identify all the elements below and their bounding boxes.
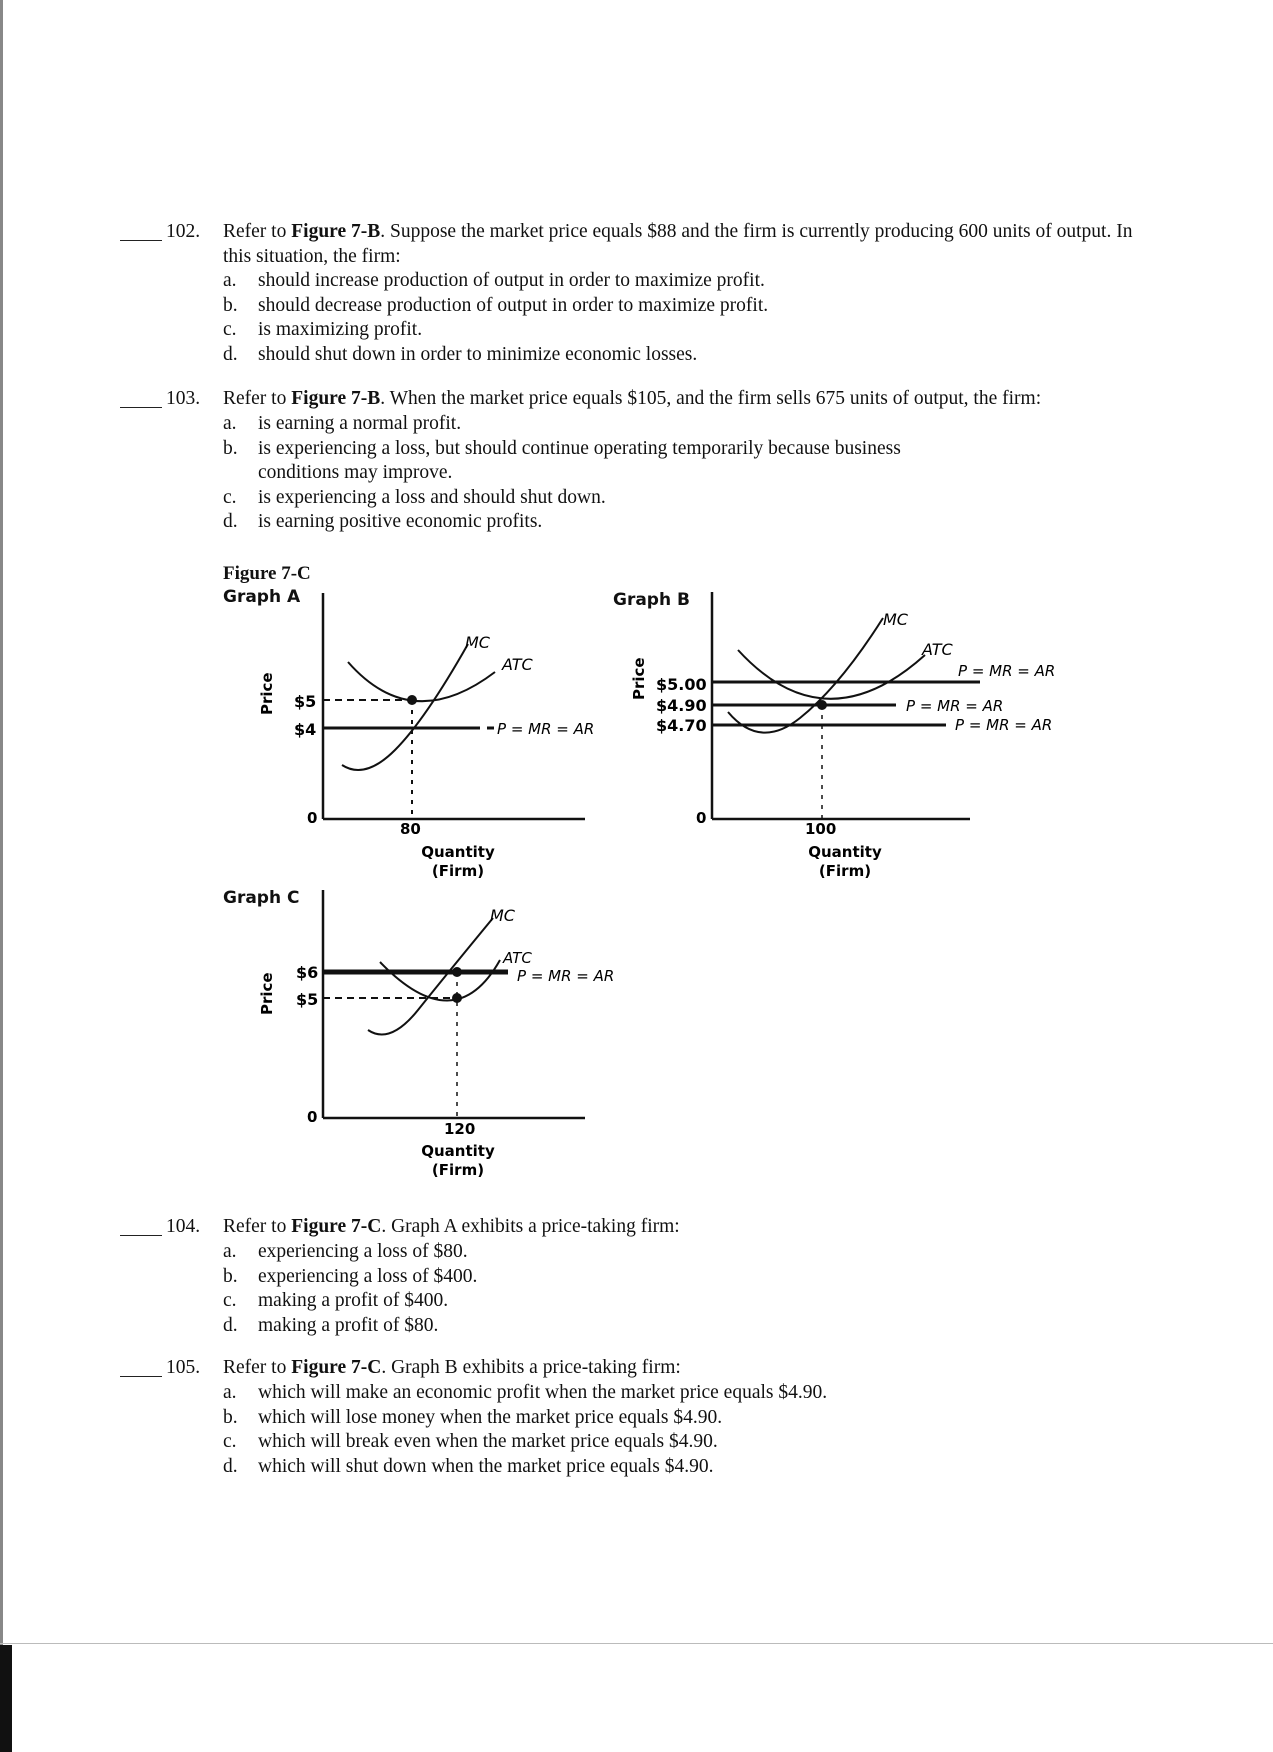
question-stem: Refer to Figure 7-B. When the market price equals $105, and the firm sells 675 units of output, the firm: <box>223 388 1042 409</box>
atc-label: ATC <box>922 640 953 659</box>
choice: b. should decrease production of output in order to maximize profit. <box>223 294 769 316</box>
price-tick: $5 <box>294 692 317 711</box>
intersection-point <box>452 993 462 1003</box>
price-line-label: P = MR = AR <box>958 662 1056 680</box>
origin-label: 0 <box>307 1108 318 1126</box>
price-line-label: P = MR = AR <box>517 967 615 985</box>
mc-label: MC <box>490 906 515 925</box>
origin-label: 0 <box>307 809 318 827</box>
mc-curve <box>342 644 468 770</box>
y-axis-label: Price <box>258 672 276 715</box>
question-stem: Refer to Figure 7-C. Graph B exhibits a price-taking firm: <box>223 1357 681 1378</box>
atc-curve <box>348 662 495 701</box>
intersection-point <box>407 695 417 705</box>
mc-curve <box>728 618 883 733</box>
mc-curve <box>368 918 493 1035</box>
y-axis-label: Price <box>258 972 276 1015</box>
choice: d. is earning positive economic profits. <box>223 511 543 532</box>
choice: d. making a profit of $80. <box>223 1314 439 1336</box>
graph-a <box>258 593 594 880</box>
choice: c. making a profit of $400. <box>223 1290 449 1311</box>
choice: c. is experiencing a loss and should shut down. <box>223 486 606 508</box>
figure-ref: Figure 7-B <box>291 388 381 409</box>
price-tick: $4 <box>294 720 317 739</box>
question-number: 104. <box>166 1216 201 1237</box>
figure-ref: Figure 7-C <box>291 1357 382 1378</box>
intersection-point <box>817 700 827 710</box>
quantity-tick: 120 <box>444 1120 476 1138</box>
x-axis-label: (Firm) <box>431 862 485 880</box>
figure-ref: Figure 7-C <box>291 1216 382 1237</box>
choice-list <box>223 1381 1038 1479</box>
price-tick: $5.00 <box>656 675 707 694</box>
atc-label: ATC <box>503 949 532 967</box>
choice: a. which will make an economic profit when the market price equals $4.90. <box>223 1382 828 1403</box>
graph-c <box>258 890 614 1179</box>
choice: b. experiencing a loss of $400. <box>223 1265 478 1287</box>
intersection-point <box>452 967 462 977</box>
atc-curve <box>738 650 925 699</box>
question-stem: Refer to Figure 7-C. Graph A exhibits a price-taking firm: <box>223 1216 680 1237</box>
choice: c. which will break even when the market price equals $4.90. <box>223 1431 718 1452</box>
y-axis-label: Price <box>630 657 648 700</box>
answer-blank[interactable] <box>120 1235 162 1236</box>
figure-title: Figure 7-C <box>223 563 311 584</box>
price-tick: $5 <box>296 990 319 1009</box>
mc-label: MC <box>465 633 490 652</box>
choice: a. is earning a normal profit. <box>223 413 462 434</box>
atc-label: ATC <box>502 655 533 674</box>
price-line-label: P = MR = AR <box>906 697 1004 715</box>
question-number: 103. <box>166 388 201 409</box>
answer-blank[interactable] <box>120 1376 162 1377</box>
quantity-tick: 100 <box>805 820 837 838</box>
x-axis-label: Quantity <box>421 1142 495 1160</box>
question-number: 105. <box>166 1357 201 1378</box>
question-stem: Refer to Figure 7-B. Suppose the market price equals $88 and the firm is currently producing 600 units of output. In this situation, the firm: <box>223 221 1133 267</box>
atc-curve <box>380 960 500 1001</box>
graph-a-label: Graph A <box>223 587 301 607</box>
figure-ref: Figure 7-B <box>291 221 381 242</box>
origin-label: 0 <box>696 809 707 827</box>
mc-label: MC <box>883 610 908 629</box>
graph-c-label: Graph C <box>223 888 300 908</box>
question-number: 102. <box>166 221 201 242</box>
choice-list <box>223 1240 1038 1338</box>
price-line-label: P = MR = AR <box>497 720 595 738</box>
x-axis-label: Quantity <box>421 843 495 861</box>
choice: c. is maximizing profit. <box>223 319 423 340</box>
price-tick: $4.70 <box>656 716 707 735</box>
x-axis-label: Quantity <box>808 843 882 861</box>
choice: b. which will lose money when the market price equals $4.90. <box>223 1406 723 1428</box>
graph-b <box>630 592 1055 880</box>
price-tick: $6 <box>296 963 319 982</box>
choice: d. which will shut down when the market price equals $4.90. <box>223 1455 714 1477</box>
choice: d. should shut down in order to minimize economic losses. <box>223 343 698 365</box>
x-axis-label: (Firm) <box>818 862 872 880</box>
quantity-tick: 80 <box>400 820 421 838</box>
choice: b. is experiencing a loss, but should continue operating temporarily because business conditions may improve. <box>223 437 901 483</box>
price-line-label: P = MR = AR <box>955 716 1053 734</box>
price-tick: $4.90 <box>656 696 707 715</box>
x-axis-label: (Firm) <box>431 1161 485 1179</box>
graph-b-label: Graph B <box>613 590 690 610</box>
choice: a. experiencing a loss of $80. <box>223 1241 468 1262</box>
choice: a. should increase production of output in order to maximize profit. <box>223 270 765 291</box>
